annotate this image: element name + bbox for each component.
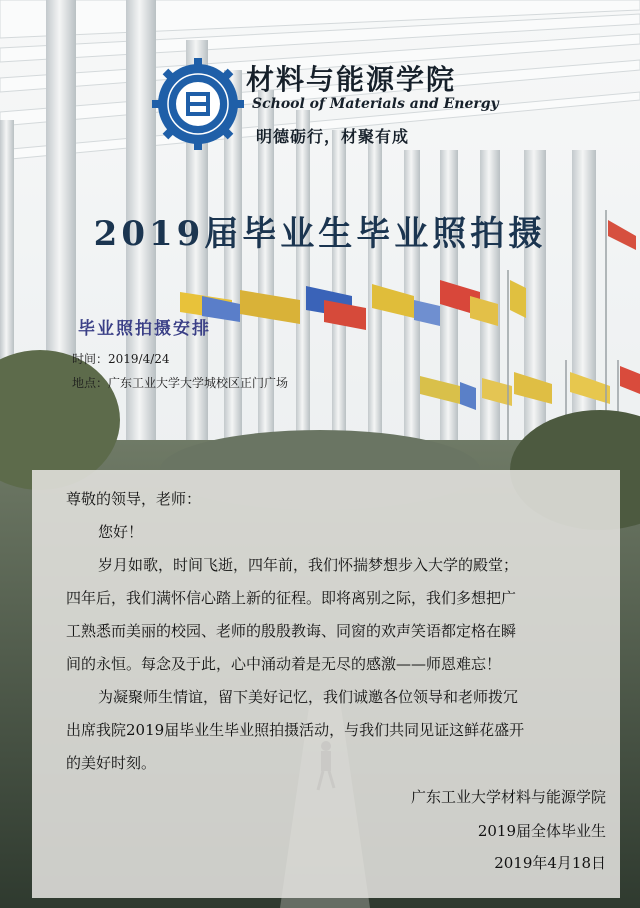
arrangement-heading: 毕业照拍摄安排 [78, 319, 211, 339]
event-time: 时间：2019/4/24 [72, 352, 170, 366]
letter-line: 工熟悉而美丽的校园、老师的殷殷教诲、同窗的欢声笑语都定格在瞬 [66, 622, 517, 640]
letter-line: 四年后，我们满怀信心踏上新的征程。即将离别之际，我们多想把广 [66, 589, 517, 607]
signature-org: 广东工业大学材料与能源学院 [410, 788, 606, 806]
signature-group: 2019届全体毕业生 [477, 822, 606, 840]
letter-hello: 您好！ [98, 523, 144, 541]
letter-line: 岁月如歌，时间飞逝，四年前，我们怀揣梦想步入大学的殿堂； [98, 556, 519, 574]
letter-paragraph-1 [66, 549, 618, 681]
letter-greeting: 尊敬的领导，老师： [66, 490, 202, 508]
school-name-en: School of Materials and Energy [252, 96, 499, 112]
letter-line: 的美好时刻。 [66, 754, 157, 772]
letter-line: 为凝聚师生情谊，留下美好记忆，我们诚邀各位领导和老师拨冗 [98, 688, 519, 706]
school-name-cn: 材料与能源学院 [246, 63, 457, 96]
signature-date: 2019年4月18日 [494, 854, 606, 872]
poster-title: 2019届毕业生毕业照拍摄 [93, 214, 547, 254]
letter-paragraph-2 [66, 681, 618, 780]
letter-line: 间的永恒。每念及于此，心中涌动着是无尽的感激——师恩难忘！ [66, 655, 502, 673]
school-motto: 明德砺行，材聚有成 [256, 127, 410, 146]
school-logo-icon [152, 58, 244, 150]
event-place: 地点：广东工业大学大学城校区正门广场 [72, 376, 289, 390]
letter-line: 出席我院2019届毕业生毕业照拍摄活动，与我们共同见证这鲜花盛开 [66, 721, 525, 739]
